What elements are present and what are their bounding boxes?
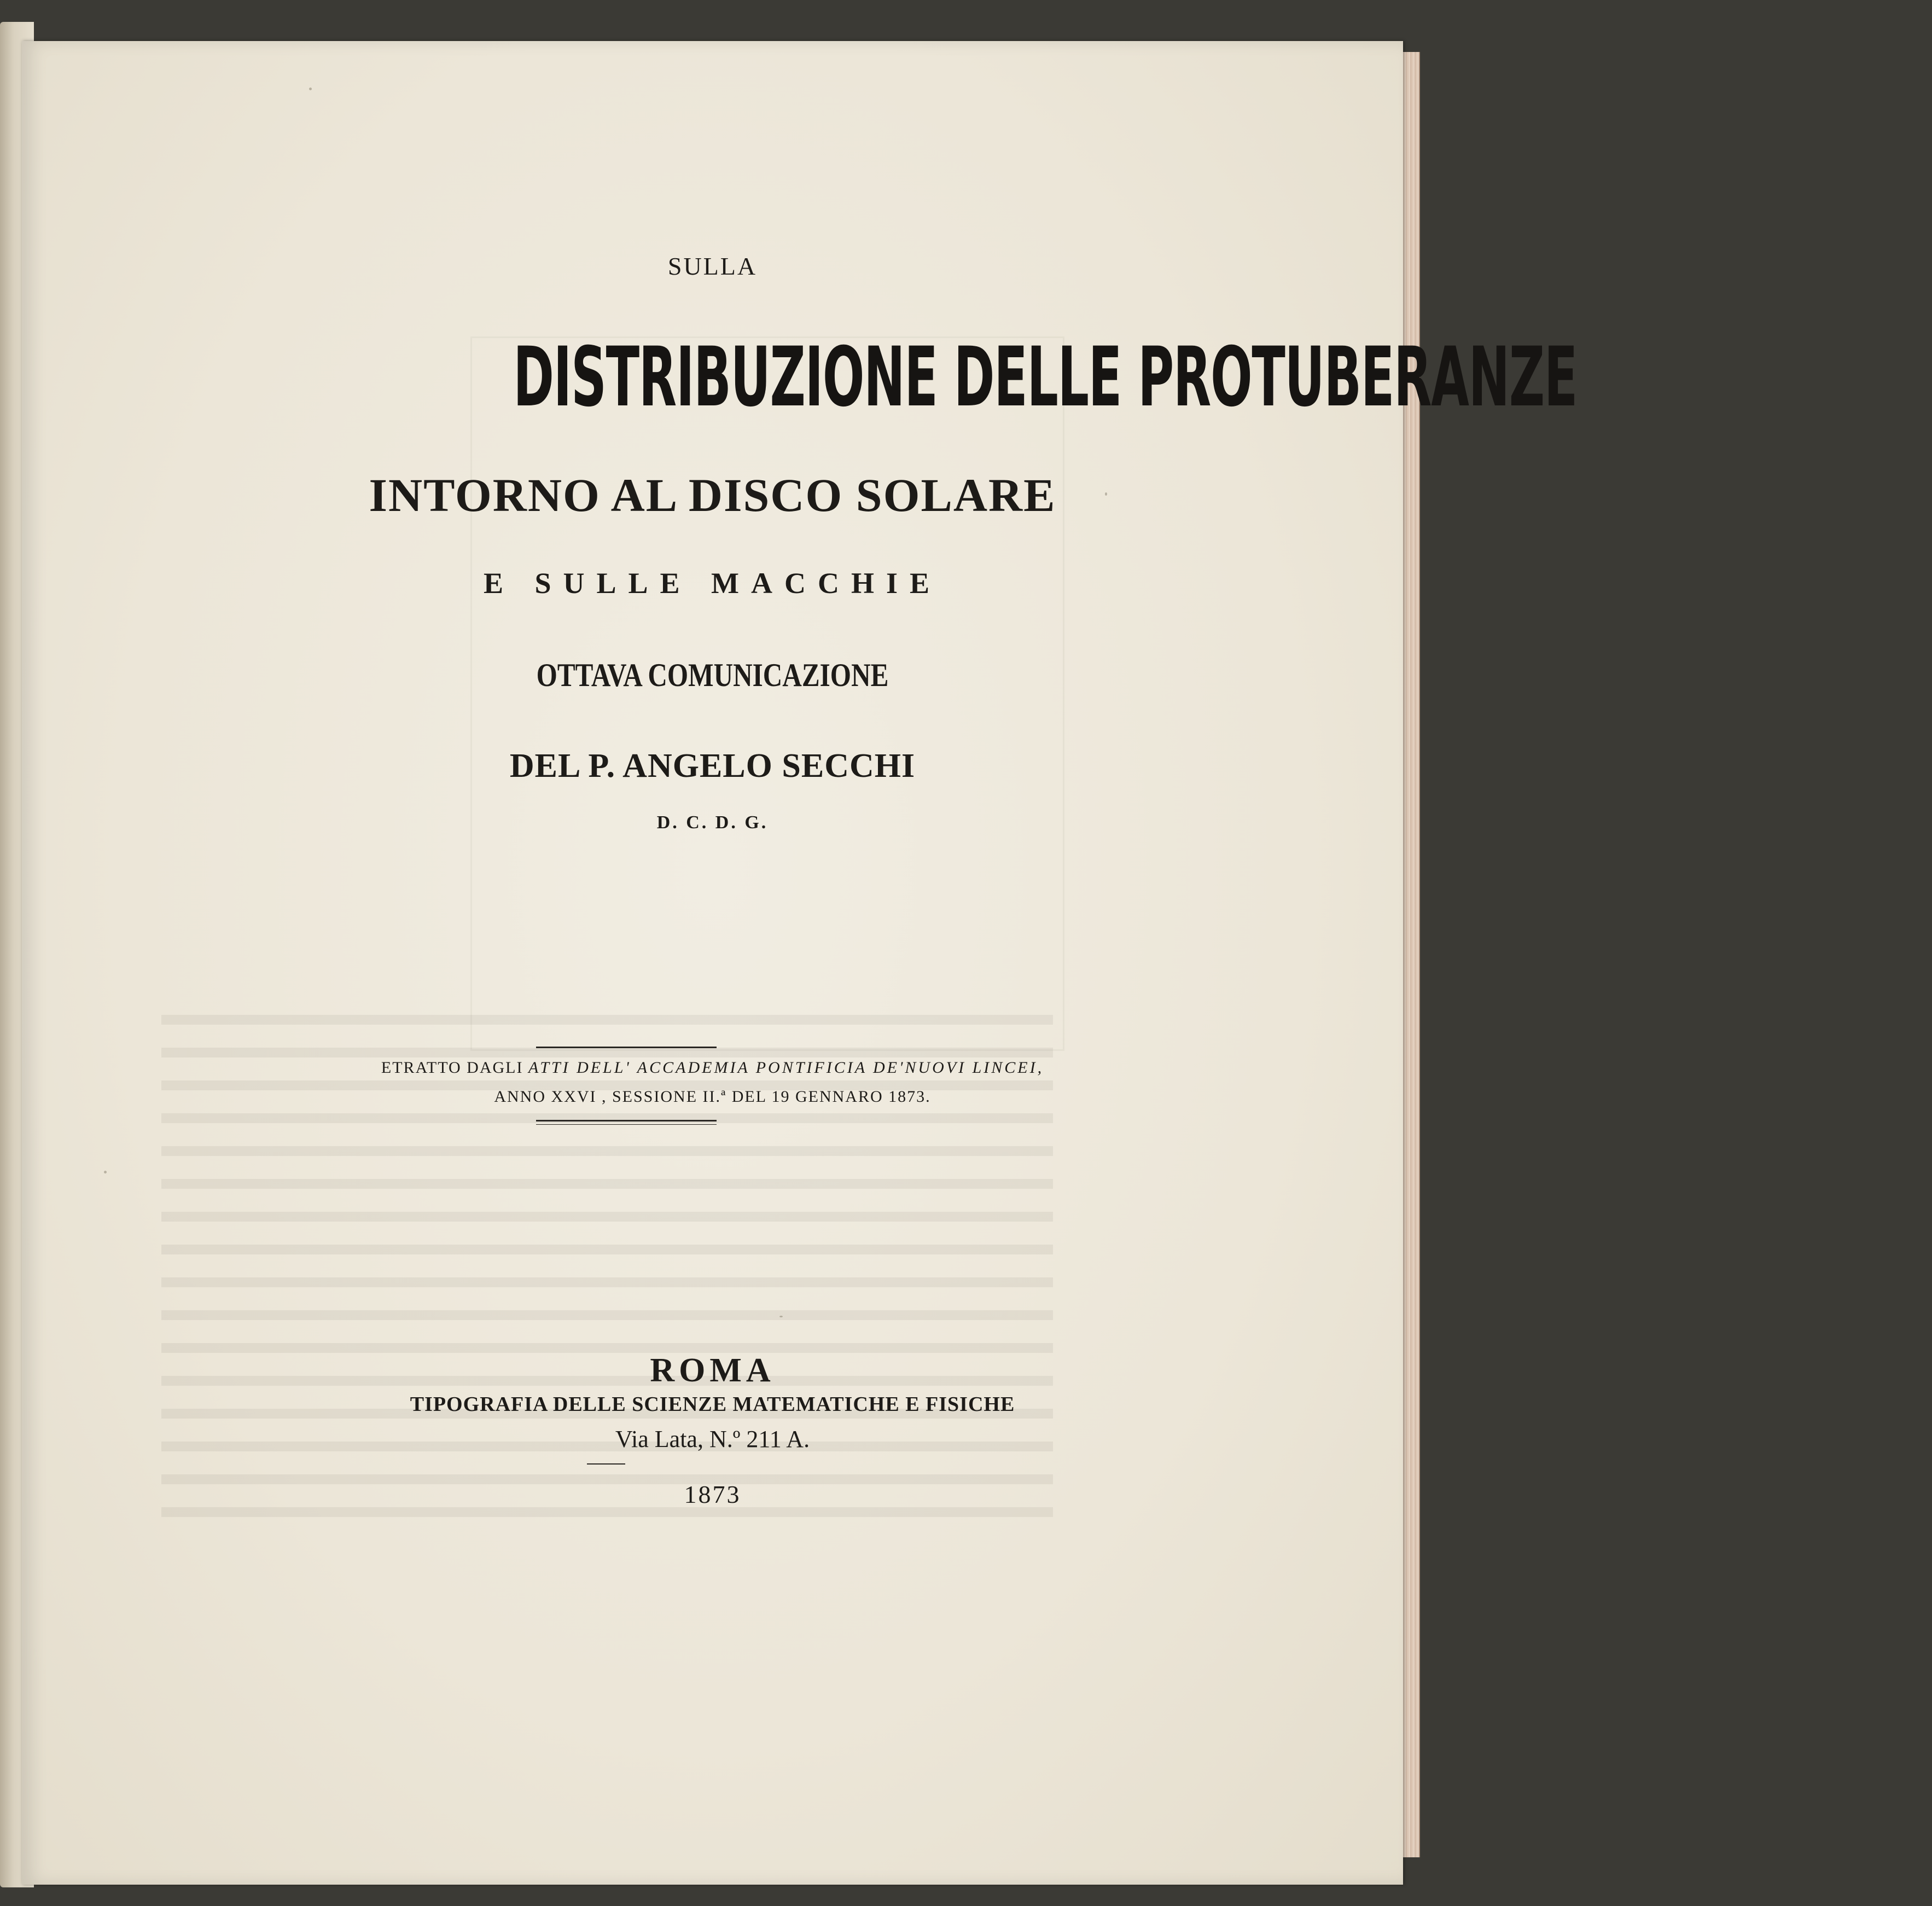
rule-year (587, 1463, 625, 1465)
title-line-sulla: SULLA (667, 252, 758, 280)
rule-bottom-thin (536, 1124, 717, 1125)
extract-prefix: ETRATTO DAGLI (381, 1059, 528, 1077)
imprint-year: 1873 (684, 1480, 741, 1508)
paper-speck (104, 1171, 107, 1173)
subtitle-comunicazione: OTTAVA COMUNICAZIONE (536, 657, 889, 693)
paper-speck (1105, 492, 1107, 496)
main-title-text: DISTRIBUZIONE DELLE PROTUBERANZE (513, 330, 1578, 425)
extract-source: ATTI DELL' ACCADEMIA PONTIFICIA DE'NUOVI LINCEI, (528, 1059, 1044, 1077)
extract-line-1 (22, 1059, 1403, 1077)
rule-bottom (536, 1120, 717, 1121)
paper-speck (779, 1316, 783, 1317)
author-order: D. C. D. G. (656, 812, 769, 833)
imprint-address: Via Lata, N.º 211 A. (615, 1426, 810, 1452)
title-page (22, 41, 1578, 1885)
imprint-city: ROMA (650, 1352, 775, 1389)
extract-line-2: ANNO XXVI , SESSIONE II.ª DEL 19 GENNARO 1873. (494, 1088, 931, 1106)
main-title (159, 326, 1578, 429)
author-line: DEL P. ANGELO SECCHI (509, 747, 916, 785)
paper-speck (309, 88, 312, 90)
subtitle-macchie: E SULLE MACCHIE (483, 567, 942, 600)
subtitle-intorno: INTORNO AL DISCO SOLARE (369, 469, 1056, 521)
imprint-printer: TIPOGRAFIA DELLE SCIENZE MATEMATICHE E FISICHE (410, 1393, 1015, 1416)
rule-top (536, 1047, 717, 1048)
